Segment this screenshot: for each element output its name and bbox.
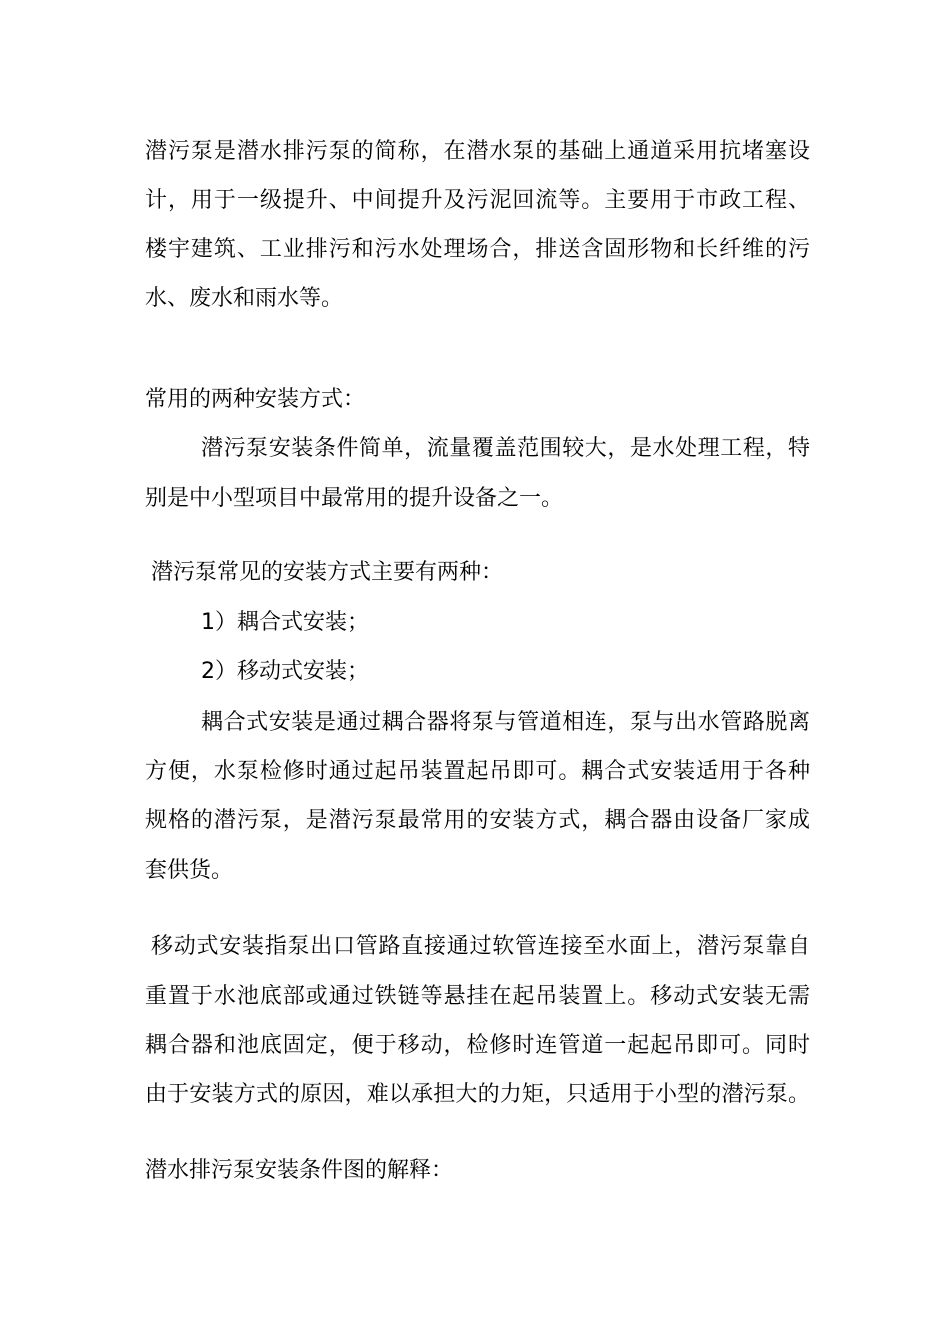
coupling-paragraph-line: 规格的潜污泵，是潜污泵最常用的安装方式，耦合器由设备厂家成 (145, 808, 810, 833)
methods-heading: 潜污泵常见的安装方式主要有两种： (151, 560, 504, 585)
intro-condition-line: 别是中小型项目中最常用的提升设备之一。 (145, 486, 564, 511)
intro-paragraph-line: 计，用于一级提升、中间提升及污泥回流等。主要用于市政工程、 (145, 188, 810, 213)
diagram-explanation-heading: 潜水排污泵安装条件图的解释： (145, 1158, 454, 1183)
intro-condition-line: 潜污泵安装条件简单，流量覆盖范围较大，是水处理工程，特 (201, 436, 810, 461)
coupling-paragraph-line: 耦合式安装是通过耦合器将泵与管道相连，泵与出水管路脱离 (201, 710, 810, 735)
mobile-paragraph-line: 由于安装方式的原因，难以承担大的力矩，只适用于小型的潜污泵。 (145, 1082, 810, 1107)
mobile-paragraph-line: 耦合器和池底固定，便于移动，检修时连管道一起起吊即可。同时 (145, 1033, 810, 1058)
coupling-paragraph-line: 套供货。 (145, 858, 234, 883)
intro-paragraph-line: 潜污泵是潜水排污泵的简称，在潜水泵的基础上通道采用抗堵塞设 (145, 139, 810, 164)
mobile-paragraph-line: 移动式安装指泵出口管路直接通过软管连接至水面上，潜污泵靠自 (151, 934, 810, 959)
method-list-item: 2）移动式安装； (201, 659, 369, 684)
mobile-paragraph-line: 重置于水池底部或通过铁链等悬挂在起吊装置上。移动式安装无需 (145, 984, 810, 1009)
intro-paragraph-line: 水、废水和雨水等。 (145, 286, 344, 311)
coupling-paragraph-line: 方便，水泵检修时通过起吊装置起吊即可。耦合式安装适用于各种 (145, 759, 810, 784)
common-methods-heading: 常用的两种安装方式： (145, 387, 366, 412)
method-list-item: 1）耦合式安装； (201, 610, 369, 635)
intro-paragraph-line: 楼宇建筑、工业排污和污水处理场合，排送含固形物和长纤维的污 (145, 237, 810, 262)
